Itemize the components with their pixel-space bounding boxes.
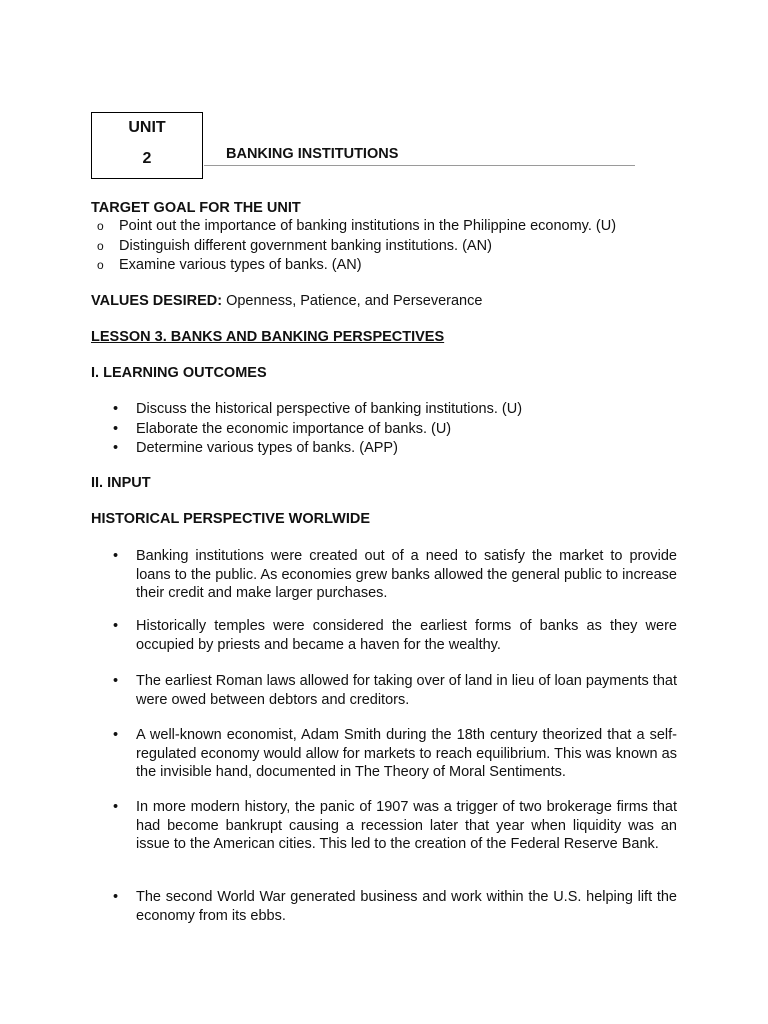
historical-point-text: In more modern history, the panic of 1907 was a trigger of two brokerage firms that had become bankrupt causing a recession later that year when liquidity was an issue to the American cities. This led to the creation of the Federal Reserve Bank. [136, 799, 677, 852]
values-desired [91, 293, 482, 309]
circle-bullet-icon: o [97, 238, 104, 253]
bullet-icon: • [113, 799, 119, 815]
bullet-icon: • [113, 889, 119, 905]
historical-point-text: Historically temples were considered the earliest forms of banks as they were occupied by priests and became a haven for the wealthy. [136, 618, 677, 653]
historical-point [113, 798, 677, 854]
unit-title: BANKING INSTITUTIONS [226, 146, 399, 162]
unit-number: 2 [142, 150, 152, 167]
circle-bullet-icon: o [97, 258, 104, 272]
learning-outcome-item [113, 439, 522, 459]
learning-outcome-text: Elaborate the economic importance of banks. (U) [136, 420, 452, 437]
bullet-icon: • [113, 673, 119, 689]
learning-outcomes-heading: I. LEARNING OUTCOMES [91, 365, 267, 381]
historical-point [113, 888, 677, 925]
historical-point-text: Banking institutions were created out of a need to satisfy the market to provide loans to the public. As economies grew banks allowed the general public to increase their credit and make larger purchases. [136, 548, 677, 601]
target-goal-item [91, 237, 616, 257]
bullet-icon: • [113, 401, 119, 417]
values-text: Openness, Patience, and Perseverance [222, 293, 483, 309]
unit-label: UNIT [128, 119, 166, 136]
target-goal-heading: TARGET GOAL FOR THE UNIT [91, 200, 301, 216]
historical-point-text: A well-known economist, Adam Smith during the 18th century theorized that a self-regulated economy would allow for markets to reach equilibrium. This was known as the invisible hand, documented in The Theory of Moral Sentiments. [136, 727, 677, 780]
target-goal-list [91, 217, 616, 276]
learning-outcome-text: Determine various types of banks. (APP) [136, 440, 398, 456]
unit-box [91, 112, 203, 179]
historical-point [113, 617, 677, 654]
historical-point-text: The earliest Roman laws allowed for taking over of land in lieu of loan payments that were owed between debtors and creditors. [136, 673, 677, 708]
learning-outcome-item [113, 420, 522, 440]
historical-point [113, 547, 677, 603]
target-goal-text: Distinguish different government banking institutions. (AN) [119, 237, 492, 254]
historical-point [113, 726, 677, 782]
target-goal-text: Point out the importance of banking institutions in the Philippine economy. (U) [119, 218, 617, 234]
bullet-icon: • [113, 727, 119, 743]
bullet-icon: • [113, 548, 119, 564]
target-goal-item [91, 217, 616, 237]
historical-point [113, 672, 677, 709]
circle-bullet-icon: o [97, 219, 104, 233]
target-goal-text: Examine various types of banks. (AN) [119, 257, 362, 273]
values-label: VALUES DESIRED: [91, 293, 223, 309]
learning-outcome-text: Discuss the historical perspective of banking institutions. (U) [136, 401, 523, 417]
input-heading: II. INPUT [91, 475, 151, 491]
learning-outcome-item [113, 400, 522, 420]
bullet-icon: • [113, 420, 119, 437]
bullet-icon: • [113, 618, 119, 634]
target-goal-item [91, 256, 616, 276]
historical-point-text: The second World War generated business and work within the U.S. helping lift the economy from its ebbs. [136, 889, 677, 924]
lesson-title: LESSON 3. BANKS AND BANKING PERSPECTIVES [91, 329, 445, 345]
historical-perspective-heading: HISTORICAL PERSPECTIVE WORLWIDE [91, 511, 371, 527]
unit-title-rule [204, 165, 635, 166]
bullet-icon: • [113, 440, 119, 456]
learning-outcomes-list [113, 400, 522, 459]
